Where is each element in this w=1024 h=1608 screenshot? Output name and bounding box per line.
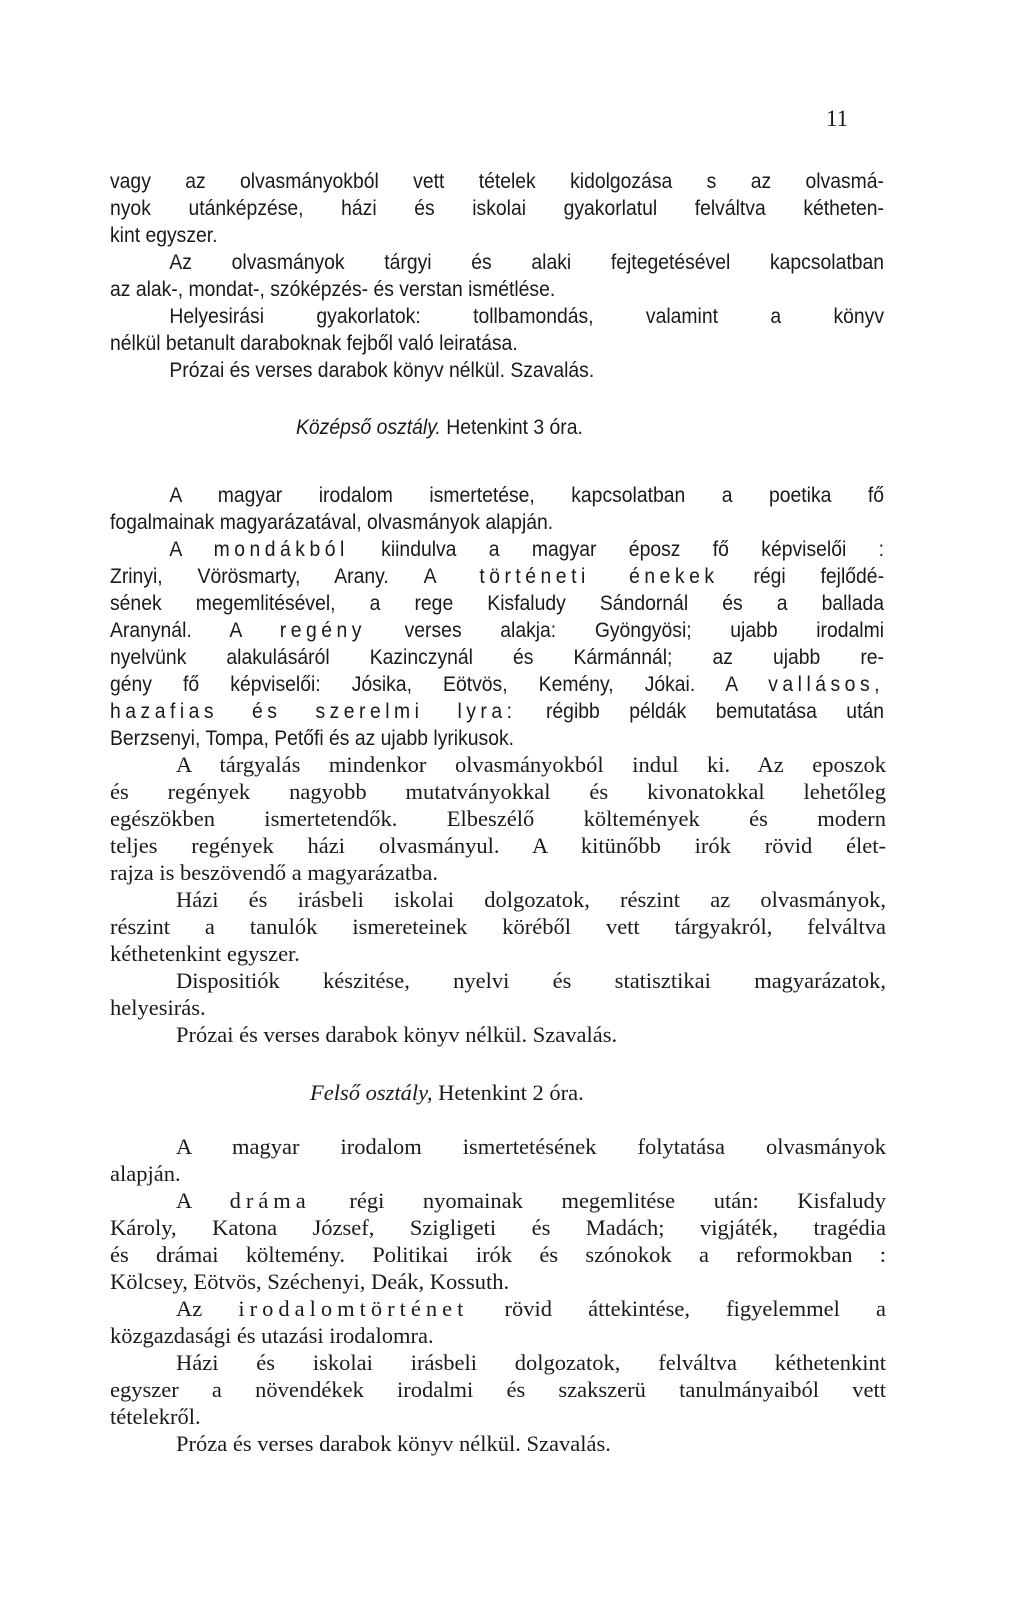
text-line: A magyar irodalom ismertetése, kapcsolatban a poetika fő (169, 483, 884, 507)
heading-italic: Középső osztály. (296, 415, 441, 439)
text-line: tételekről. (110, 1404, 201, 1429)
text-line: és drámai költemény. Politikai irók és szónokok a reformokban : (110, 1242, 886, 1267)
text-line: sének megemlitésével, a rege Kisfaludy Sándornál és a ballada (110, 591, 884, 615)
text-line: közgazdasági és utazási irodalomra. (110, 1323, 434, 1348)
spaced-term: A történeti énekek (423, 564, 719, 588)
text-line (110, 534, 884, 564)
text-line (110, 1186, 886, 1216)
spaced-term: regény (279, 618, 366, 642)
text-line: Házi és irásbeli iskolai dolgozatok, részint az olvasmányok, (176, 887, 886, 912)
text-span: A (176, 1188, 192, 1213)
text-line: nélkül betanult daraboknak fejből való leiratása. (110, 331, 518, 355)
text-line: Helyesirási gyakorlatok: tollbamondás, valamint a könyv (169, 304, 884, 328)
text-line: Dispositiók készitése, nyelvi és statisztikai magyarázatok, (176, 968, 886, 993)
text-line: Prózai és verses darabok könyv nélkül. Szavalás. (176, 1022, 618, 1047)
text-line (110, 615, 884, 645)
text-line: Berzsenyi, Tompa, Petőfi és az ujabb lyrikusok. (110, 726, 515, 750)
text-line: nyelvünk alakulásáról Kazinczynál és Kármánnál; az ujabb re- (110, 645, 884, 669)
text-line: egyszer a növendékek irodalmi és szakszerü tanulmányaiból vett (110, 1377, 886, 1402)
spaced-term: irodalomtörténet (238, 1296, 469, 1321)
text-line: A magyar irodalom ismertetésének folytatása olvasmányok (176, 1134, 886, 1159)
text-span: Zrinyi, Vörösmarty, Arany. (110, 564, 389, 588)
section-heading-middle (296, 412, 1024, 442)
text-line: és regények nagyobb mutatványokkal és kivonatokkal lehetőleg (110, 779, 886, 804)
text-line: rajza is beszövendő a magyarázatba. (110, 860, 438, 885)
text-line: fogalmainak magyarázatával, olvasmányok alapján. (110, 510, 554, 534)
page-number: 11 (826, 106, 849, 131)
text-span: verses alakja: Gyöngyösi; ujabb irodalmi (404, 618, 884, 642)
spaced-term: vallásos, (768, 672, 884, 696)
text-line: alapján. (110, 1161, 181, 1186)
text-span: A (169, 537, 182, 561)
spaced-term: mondákból (213, 537, 349, 561)
text-line: részint a tanulók ismereteinek köréből vett tárgyakról, felváltva (110, 914, 886, 939)
text-span: rövid áttekintése, figyelemmel a (504, 1296, 886, 1321)
text-line: kint egyszer. (110, 223, 218, 247)
text-line: vagy az olvasmányokból vett tételek kidolgozása s az olvasmá- (110, 169, 884, 193)
text-span: régibb példák bemutatása után (545, 699, 884, 723)
text-line: Próza és verses darabok könyv nélkül. Szavalás. (176, 1431, 611, 1456)
text-line: helyesirás. (110, 995, 206, 1020)
text-span: régi fejlődé- (753, 564, 885, 588)
text-line: egészökben ismertetendők. Elbeszélő költemények és modern (110, 806, 886, 831)
text-line: Az olvasmányok tárgyi és alaki fejtegetésével kapcsolatban (169, 250, 884, 274)
text-line: kéthetenkint egyszer. (110, 941, 300, 966)
text-line: Károly, Katona József, Szigligeti és Madách; vigjáték, tragédia (110, 1215, 886, 1240)
text-span: Aranynál. A (110, 618, 242, 642)
text-line: az alak-, mondat-, szóképzés- és verstan ismétlése. (110, 277, 556, 301)
text-line (110, 696, 884, 726)
heading-italic: Felső osztály, (310, 1080, 433, 1105)
text-line (110, 561, 884, 591)
text-span: gény fő képviselői: Jósika, Eötvös, Kemény, Jókai. A (110, 672, 738, 696)
text-line (110, 1294, 886, 1324)
text-span: régi nyomainak megemlitése után: Kisfaludy (349, 1188, 886, 1213)
spaced-term: dráma (229, 1188, 311, 1213)
text-line: Kölcsey, Eötvös, Széchenyi, Deák, Kossuth. (110, 1269, 510, 1294)
heading-hours: Hetenkint 3 óra. (446, 415, 583, 439)
heading-hours: Hetenkint 2 óra. (438, 1080, 584, 1105)
section-heading-upper (310, 1078, 886, 1108)
text-line: teljes regények házi olvasmányul. A kitünőbb irók rövid élet- (110, 833, 886, 858)
spaced-term: hazafias és szerelmi lyra: (110, 699, 517, 723)
text-span: kiindulva a magyar éposz fő képviselői : (381, 537, 884, 561)
text-line (110, 669, 884, 699)
text-line: Prózai és verses darabok könyv nélkül. Szavalás. (169, 358, 595, 382)
text-span: Az (176, 1296, 203, 1321)
text-line: Házi és iskolai irásbeli dolgozatok, felváltva kéthetenkint (176, 1350, 886, 1375)
text-line: A tárgyalás mindenkor olvasmányokból indul ki. Az eposzok (176, 752, 886, 777)
text-line: nyok utánképzése, házi és iskolai gyakorlatul felváltva kétheten- (110, 196, 884, 220)
